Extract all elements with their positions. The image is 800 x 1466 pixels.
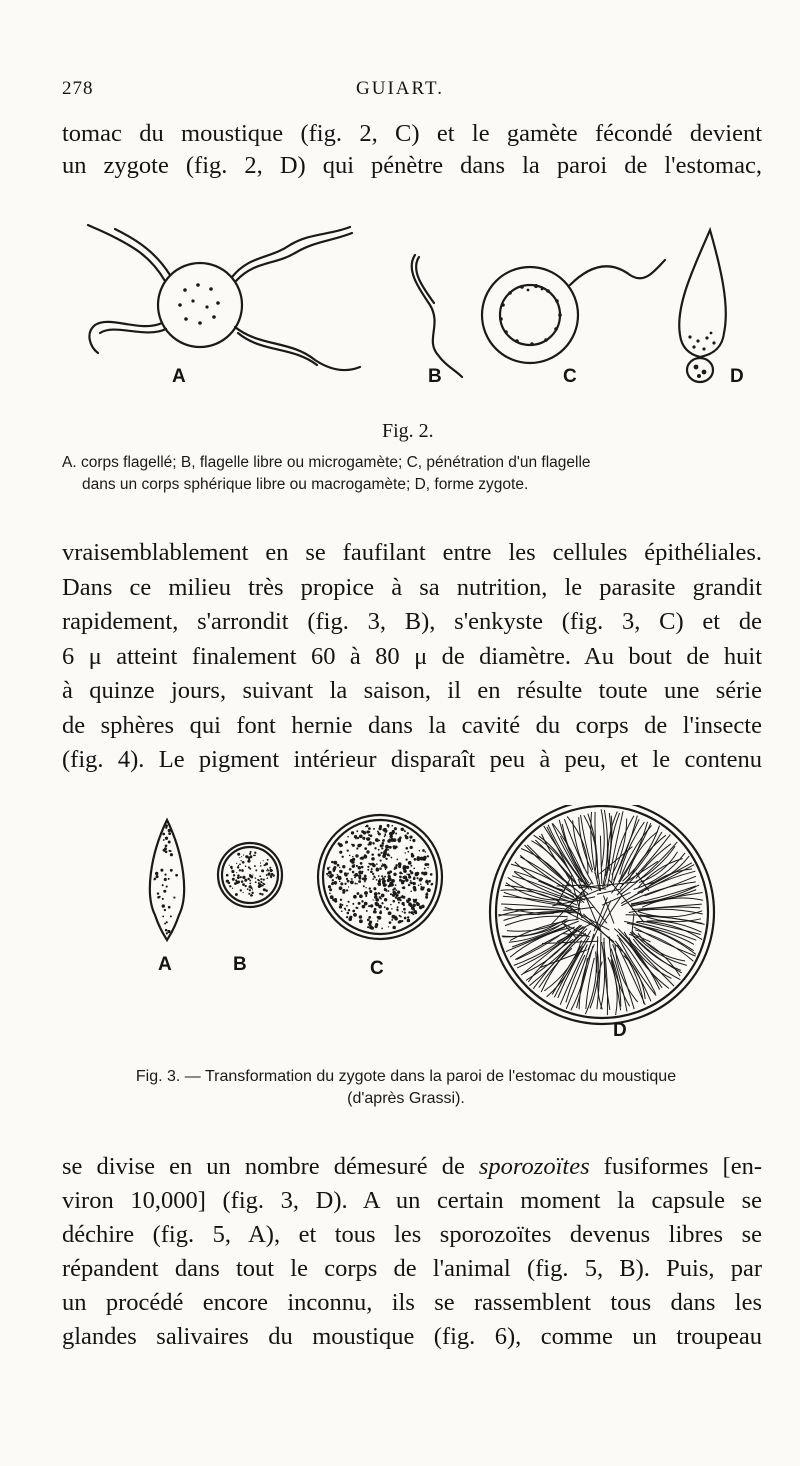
text-line: à quinze jours, suivant la saison, il en résulte toute une série [62, 677, 762, 704]
paragraph-middle [62, 536, 762, 778]
fig2-panel-c-drawing [482, 260, 665, 363]
fig3-label-a: A [158, 954, 172, 975]
text-line: tomac du moustique (fig. 2, C) et le gamète fécondé devient [62, 120, 762, 147]
text-line: viron 10,000] (fig. 3, D). A un certain moment la capsule se [62, 1187, 762, 1214]
text-line: répandent dans tout le corps de l'animal (fig. 5, B). Puis, par [62, 1255, 762, 1282]
fig2-panel-a-drawing [88, 225, 360, 370]
text-fragment: fusiformes [en- [589, 1153, 762, 1180]
fig2-panel-b-drawing [412, 255, 462, 377]
fig2-caption-line: A. corps flagellé; B, flagelle libre ou microgamète; C, pénétration d'un flagelle [62, 454, 591, 471]
text-line: 6 μ atteint finalement 60 à 80 μ de diamètre. Au bout de huit [62, 642, 762, 670]
fig3-caption-line: Fig. 3. — Transformation du zygote dans la paroi de l'estomac du moustique [135, 1068, 677, 1085]
fig2-label-a: A [172, 366, 186, 387]
fig2-caption [62, 452, 762, 496]
text-line: un procédé encore inconnu, ils se rassemblent tous dans les [62, 1289, 762, 1316]
fig2-label-c: C [563, 366, 577, 387]
text-fragment: se divise en un nombre démesuré de [62, 1153, 479, 1180]
fig3-caption-line: (d'après Grassi). [347, 1090, 465, 1107]
fig2-label-b: B [428, 366, 442, 387]
fig2-panel-d-drawing [679, 230, 726, 382]
fig3-label-d: D [613, 1020, 627, 1041]
italic-term: sporozoïtes [478, 1153, 590, 1180]
text-line: (fig. 4). Le pigment intérieur disparaît peu à peu, et le contenu [62, 746, 762, 773]
running-title: GUIART. [356, 78, 444, 99]
running-head [62, 78, 738, 104]
text-line: de sphères qui font hernie dans la cavité du corps de l'insecte [62, 711, 762, 739]
text-line: glandes salivaires du moustique (fig. 6), comme un troupeau [62, 1323, 762, 1350]
fig3-label-b: B [233, 954, 247, 975]
paragraph-bottom [62, 1150, 762, 1354]
fig2-label-d: D [730, 366, 744, 387]
text-line: un zygote (fig. 2, D) qui pénètre dans la paroi de l'estomac, [62, 152, 762, 179]
text-line: vraisemblablement en se faufilant entre les cellules épithéliales. [62, 539, 762, 566]
page-number: 278 [62, 78, 94, 99]
text-line: rapidement, s'arrondit (fig. 3, B), s'enkyste (fig. 3, C) et de [62, 608, 762, 635]
paragraph-top [62, 118, 762, 182]
fig2-number: Fig. 2. [382, 420, 434, 442]
text-line [62, 1150, 762, 1184]
fig3-caption [50, 1066, 762, 1110]
figure-3-illustration [140, 805, 760, 1030]
fig2-caption-line: dans un corps sphérique libre ou macrogamète; D, forme zygote. [82, 476, 529, 493]
figure-3 [140, 805, 760, 1030]
text-line: Dans ce milieu très propice à sa nutrition, le parasite grandit [62, 573, 762, 601]
text-line: déchire (fig. 5, A), et tous les sporozoïtes devenus libres se [62, 1221, 762, 1248]
fig3-label-c: C [370, 958, 384, 979]
